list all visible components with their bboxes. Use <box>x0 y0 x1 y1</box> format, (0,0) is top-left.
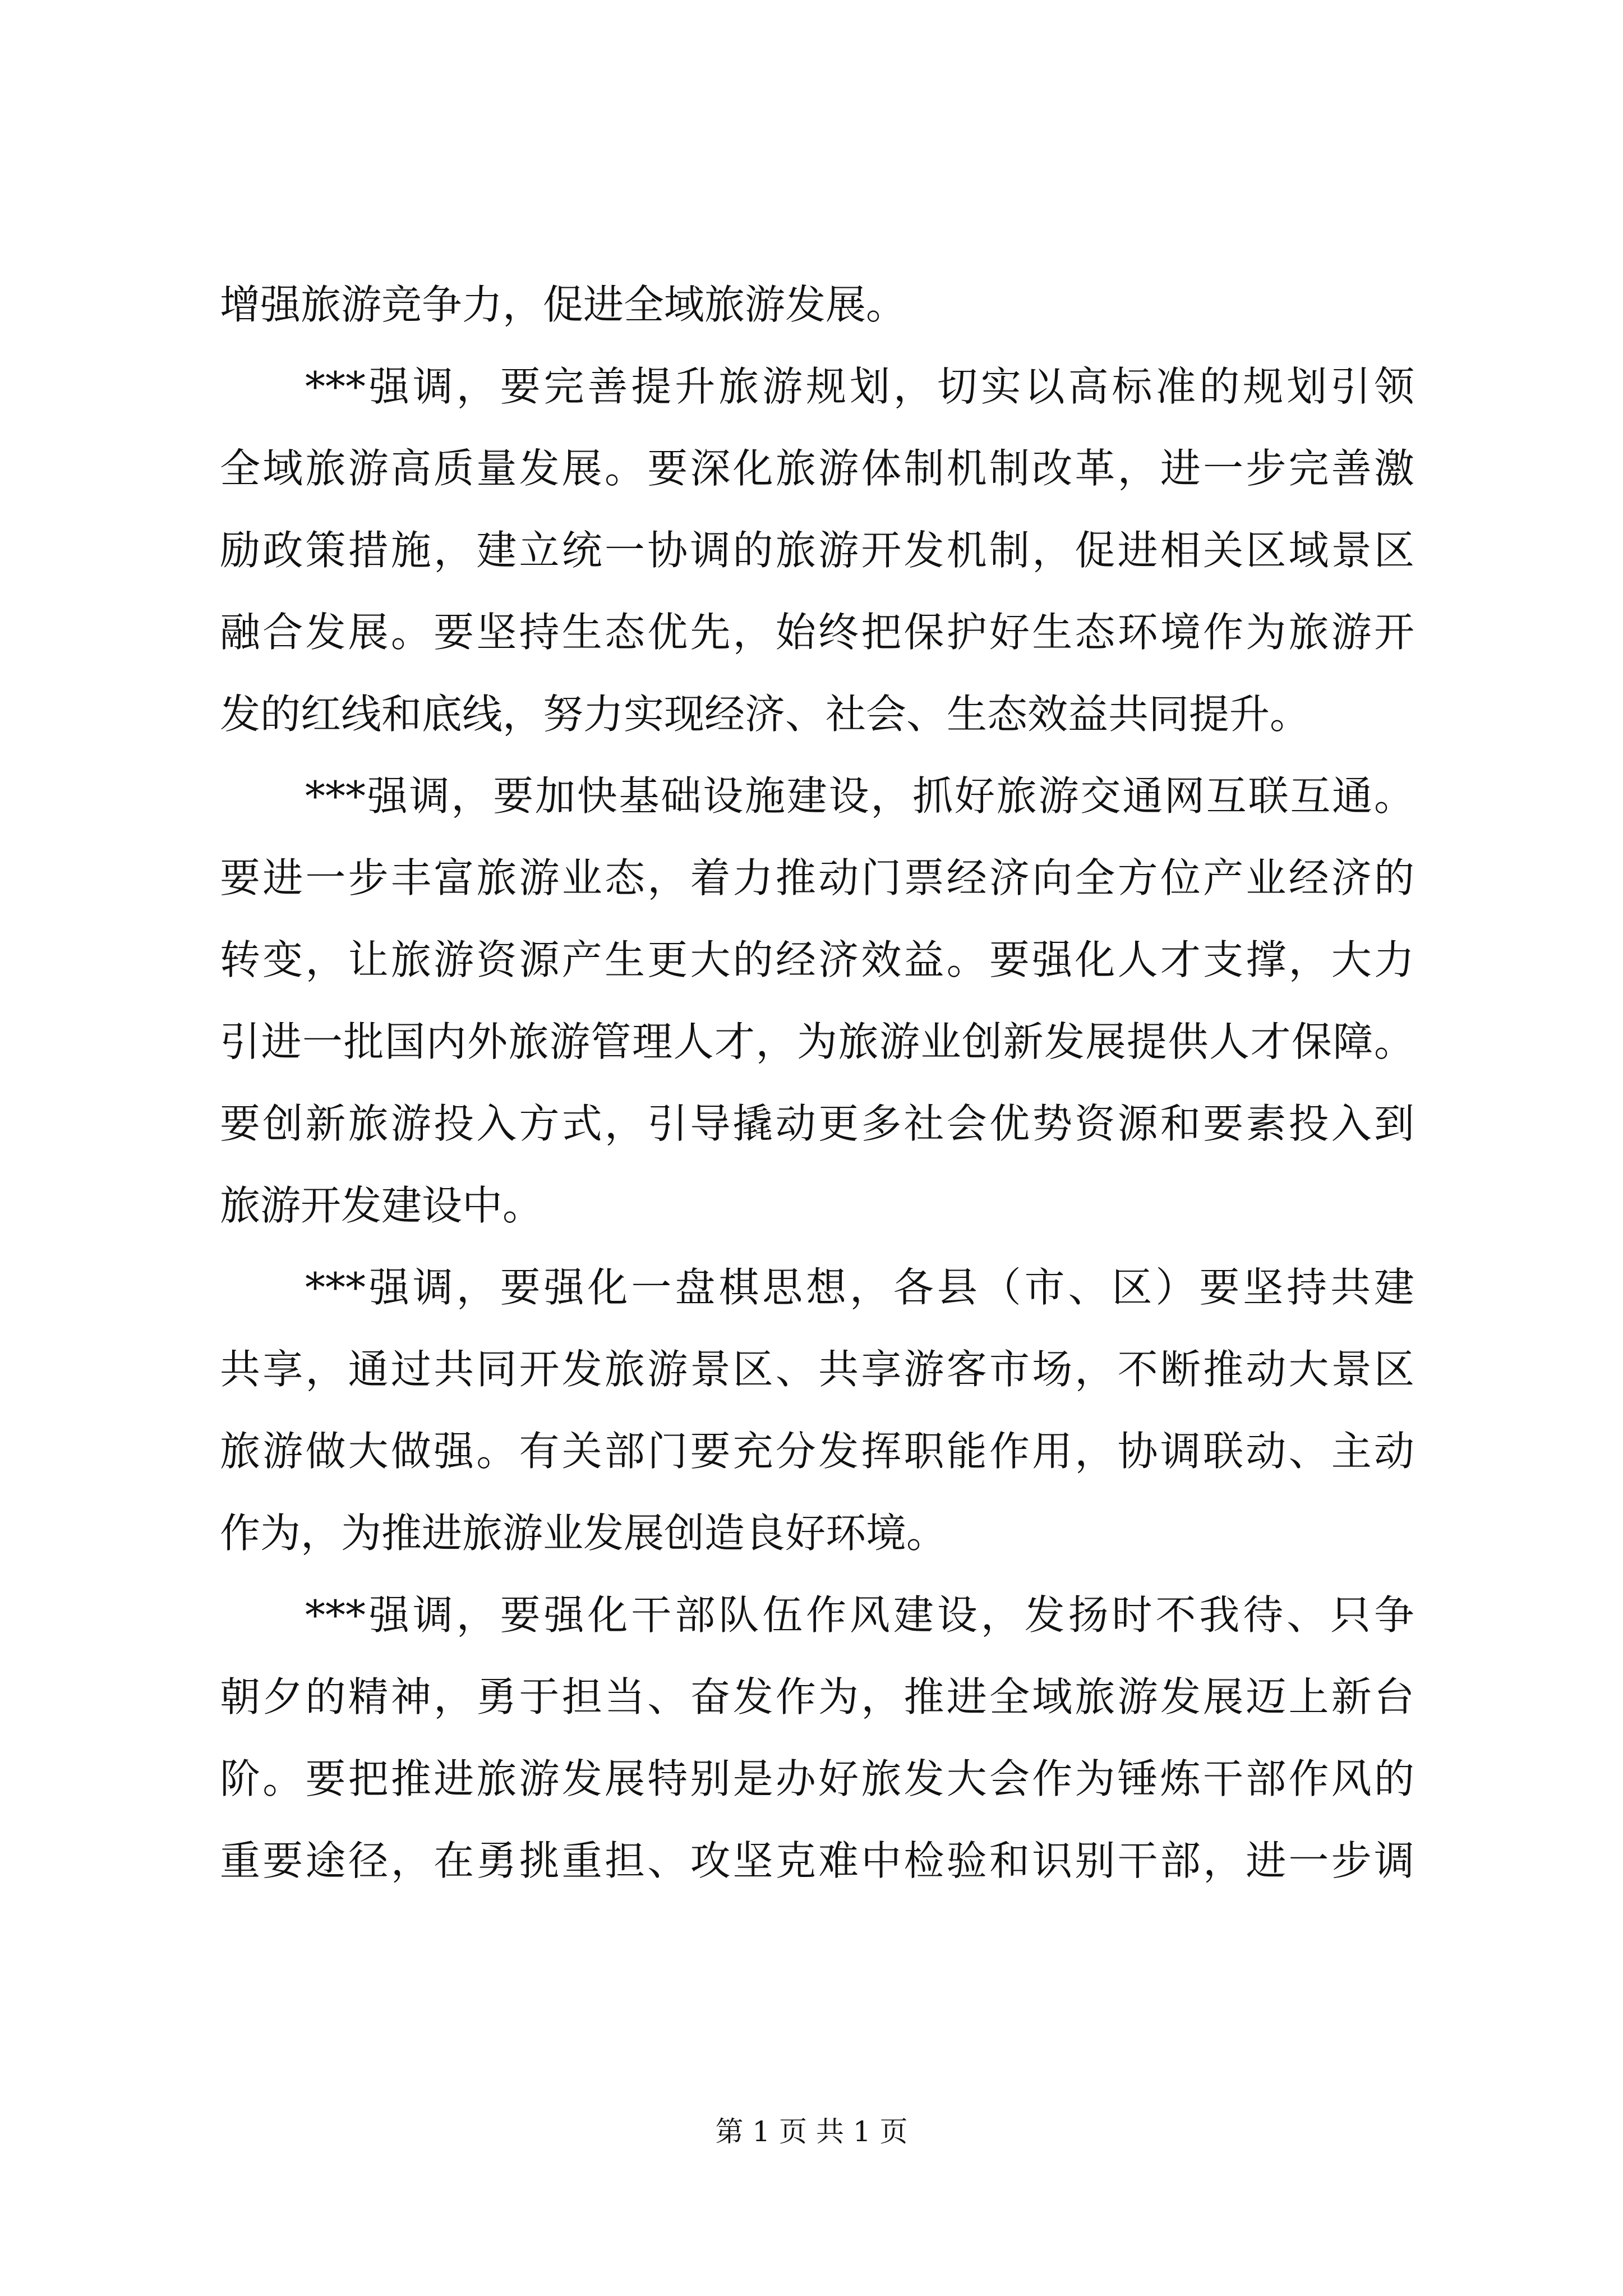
text-line: 引进一批国内外旅游管理人才，为旅游业创新发展提供人才保障。 <box>220 1018 1414 1065</box>
text-line: 旅游开发建设中。 <box>220 1182 543 1229</box>
paragraph-start-line: ***强调，要强化一盘棋思想，各县（市、区）要坚持共建 <box>305 1264 1414 1311</box>
text-line: 增强旅游竞争力，促进全域旅游发展。 <box>220 281 907 328</box>
page-number-footer: 第 1 页 共 1 页 <box>715 2115 908 2148</box>
text-line: 旅游做大做强。有关部门要充分发挥职能作用，协调联动、主动 <box>220 1428 1414 1475</box>
text-line: 共享，通过共同开发旅游景区、共享游客市场，不断推动大景区 <box>220 1346 1414 1393</box>
paragraph-start-line: ***强调，要加快基础设施建设，抓好旅游交通网互联互通。 <box>305 772 1414 820</box>
text-line: 转变，让旅游资源产生更大的经济效益。要强化人才支撑，大力 <box>220 936 1414 983</box>
text-line: 融合发展。要坚持生态优先，始终把保护好生态环境作为旅游开 <box>220 609 1414 656</box>
text-line: 要创新旅游投入方式，引导撬动更多社会优势资源和要素投入到 <box>220 1100 1414 1147</box>
text-line: 作为，为推进旅游业发展创造良好环境。 <box>220 1510 947 1557</box>
text-line: 励政策措施，建立统一协调的旅游开发机制，促进相关区域景区 <box>220 527 1414 574</box>
text-line: 全域旅游高质量发展。要深化旅游体制机制改革，进一步完善激 <box>220 445 1414 492</box>
text-line: 发的红线和底线，努力实现经济、社会、生态效益共同提升。 <box>220 691 1311 738</box>
document-body <box>220 264 1414 1902</box>
paragraph-start-line: ***强调，要强化干部队伍作风建设，发扬时不我待、只争 <box>305 1591 1414 1639</box>
text-line: 阶。要把推进旅游发展特别是办好旅发大会作为锤炼干部作风的 <box>220 1755 1414 1802</box>
text-line: 重要途径，在勇挑重担、攻坚克难中检验和识别干部，进一步调 <box>220 1837 1414 1884</box>
paragraph-start-line: ***强调，要完善提升旅游规划，切实以高标准的规划引领 <box>305 363 1414 410</box>
text-line: 要进一步丰富旅游业态，着力推动门票经济向全方位产业经济的 <box>220 854 1414 901</box>
text-line: 朝夕的精神，勇于担当、奋发作为，推进全域旅游发展迈上新台 <box>220 1673 1414 1720</box>
